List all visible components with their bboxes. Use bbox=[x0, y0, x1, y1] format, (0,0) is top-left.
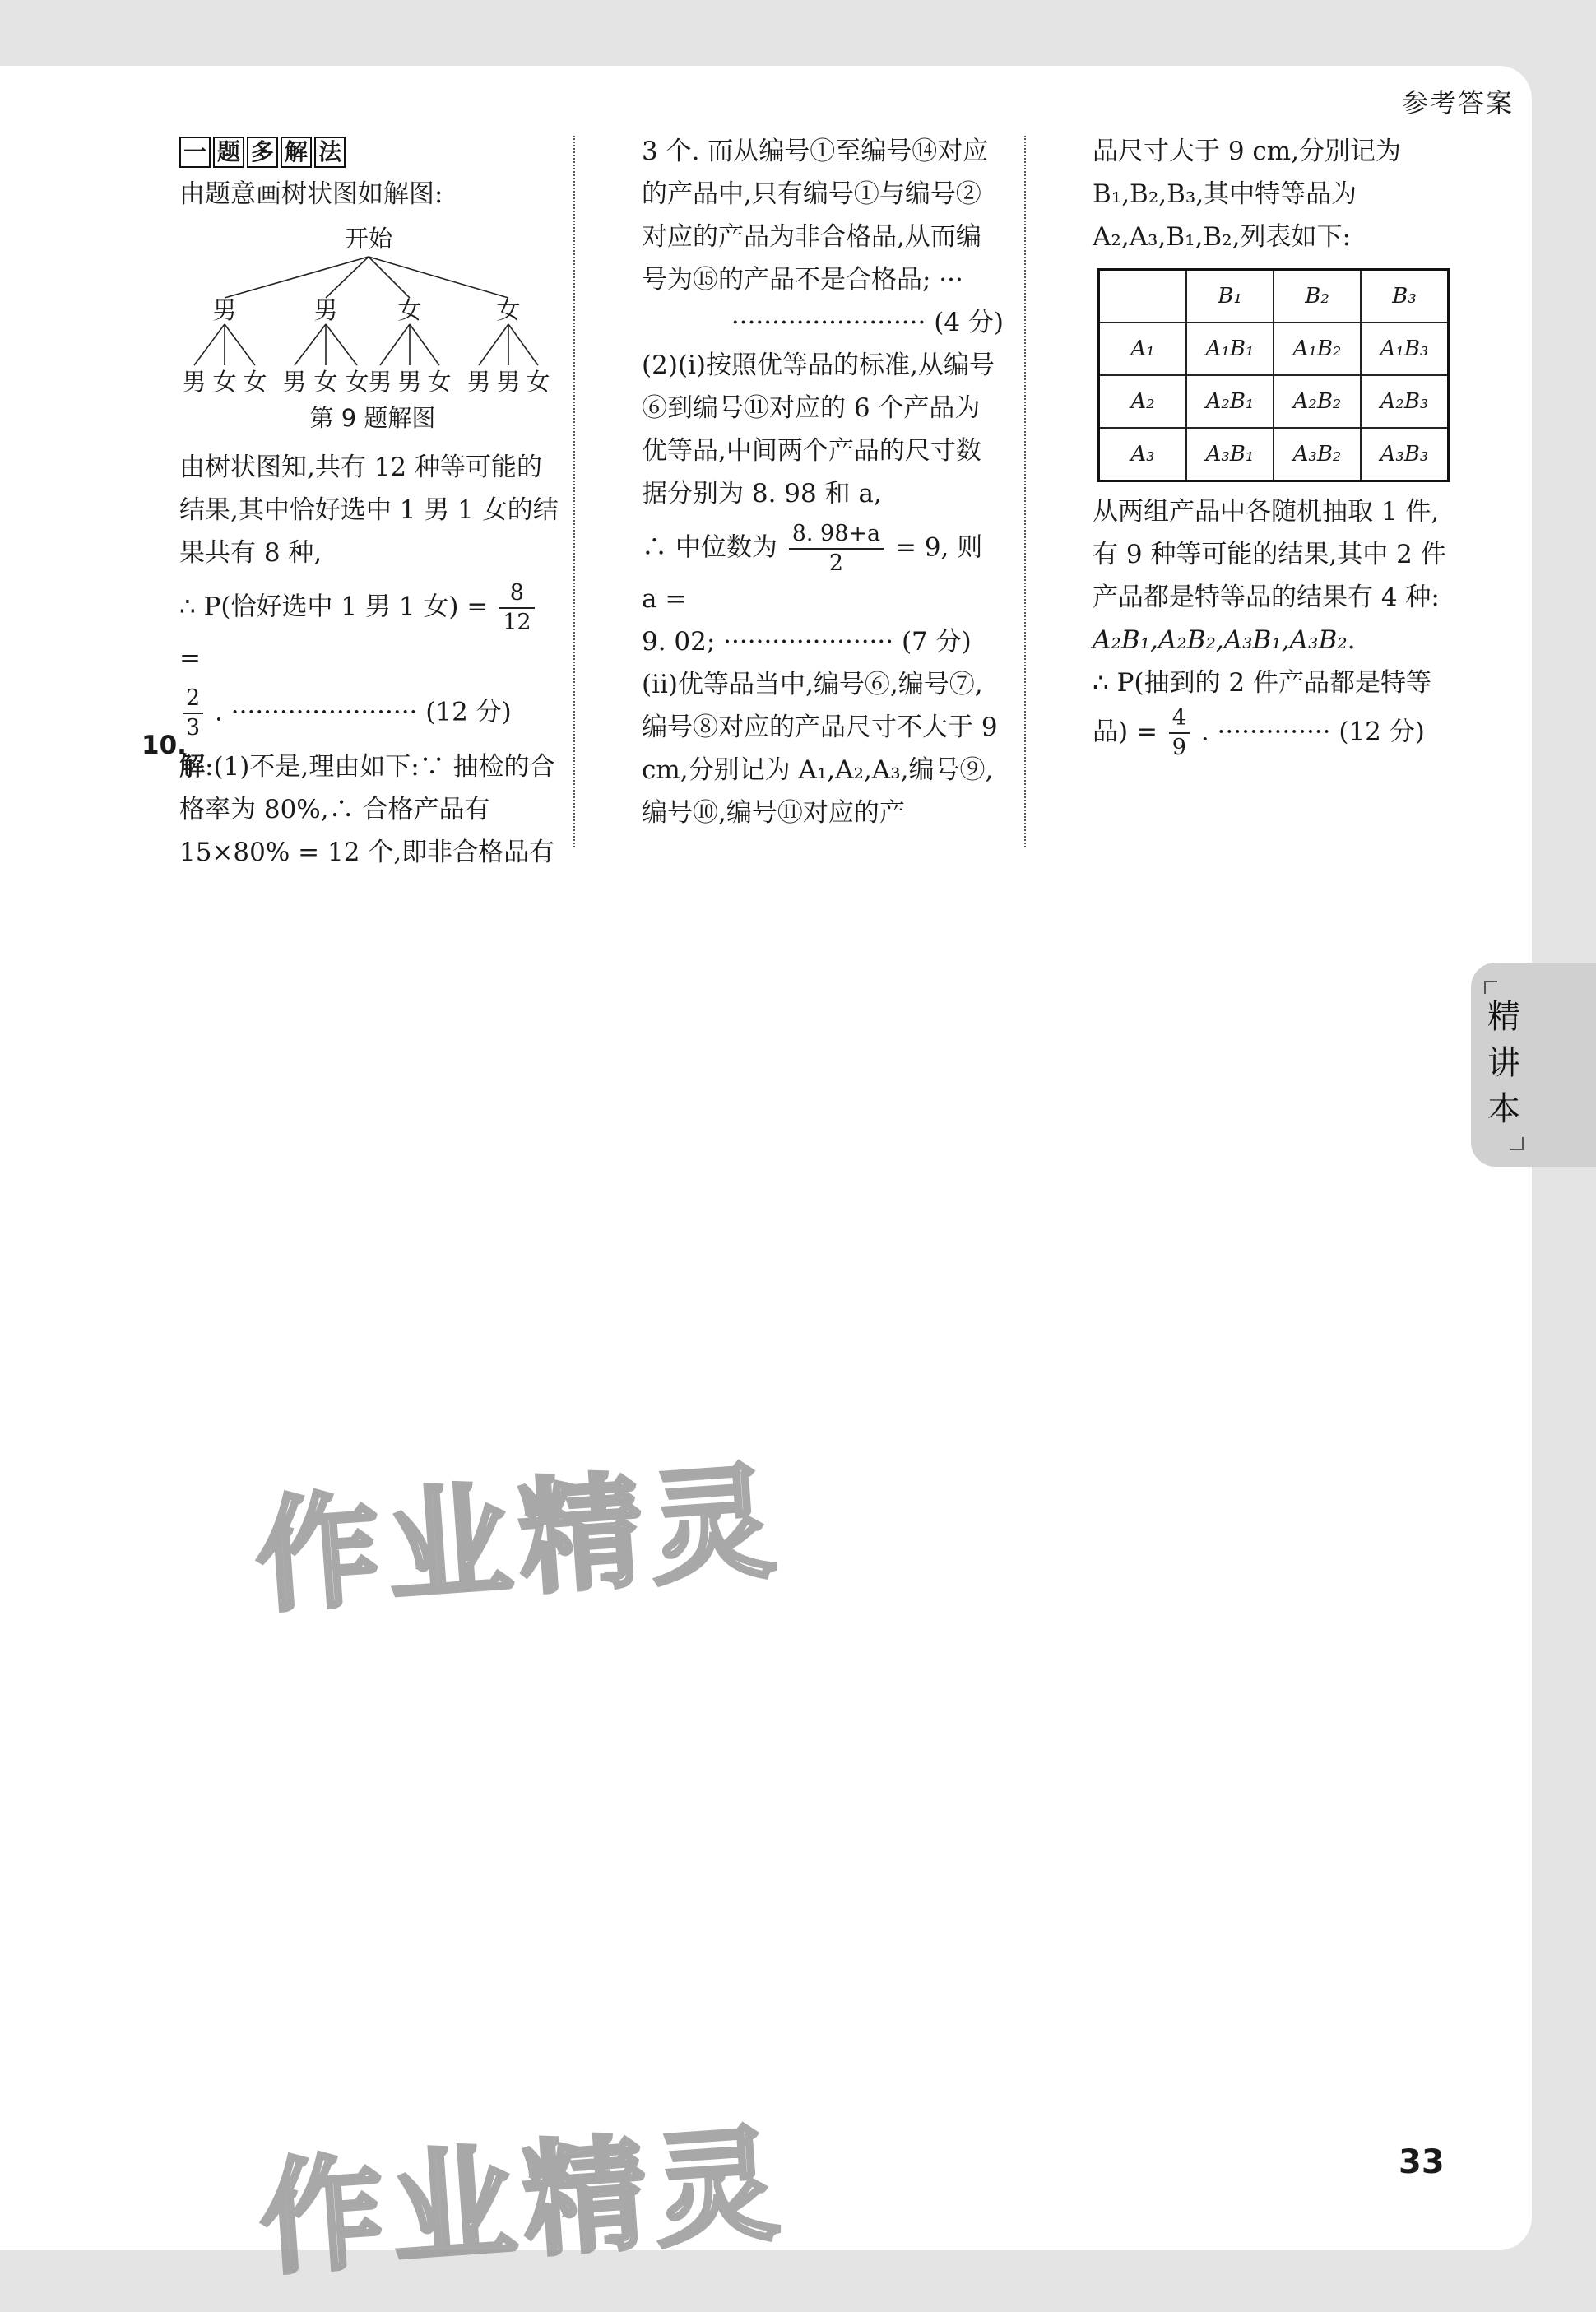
fraction-numerator: 8 bbox=[499, 579, 534, 609]
table-cell: A₂B₂ bbox=[1274, 375, 1361, 428]
fraction bbox=[789, 520, 884, 578]
score-line: ························ (4 分) bbox=[731, 308, 1004, 337]
column-divider bbox=[1024, 136, 1026, 847]
table-cell: B₂ bbox=[1274, 270, 1361, 323]
tree-node-l1: 男 bbox=[212, 296, 237, 324]
table-cell: A₁ bbox=[1099, 323, 1187, 375]
table-cell: A₃B₂ bbox=[1274, 428, 1361, 481]
fraction bbox=[1169, 704, 1190, 762]
paragraph: 品尺寸大于 9 cm,分别记为 B₁,B₂,B₃,其中特等品为 A₂,A₃,B₁,B₂,列表如下: bbox=[1093, 137, 1402, 252]
probability-prefix: 品) = bbox=[1093, 717, 1158, 747]
median-suffix: = 9, 则 a = bbox=[642, 532, 983, 614]
method-tag-char: 解 bbox=[281, 137, 312, 168]
table-cell: B₁ bbox=[1186, 270, 1274, 323]
table-row bbox=[1099, 375, 1449, 428]
figure-caption: 第 9 题解图 bbox=[309, 404, 436, 432]
method-tag-char: 法 bbox=[314, 137, 346, 168]
tree-node-l2: 男 bbox=[397, 368, 422, 396]
side-tab-label: 精讲本 bbox=[1487, 998, 1520, 1128]
table-cell: A₃B₃ bbox=[1361, 428, 1449, 481]
bracket-decoration bbox=[1484, 981, 1497, 994]
median-line bbox=[642, 520, 1004, 620]
header-title: 参考答案 bbox=[1401, 87, 1514, 118]
tree-node-l2: 女 bbox=[526, 368, 550, 396]
tree-node-l2: 女 bbox=[427, 368, 452, 396]
method-tag-char: 题 bbox=[213, 137, 244, 168]
outcome-table bbox=[1097, 268, 1450, 482]
paragraph: 3 个. 而从编号①至编号⑭对应的产品中,只有编号①与编号②对应的产品为非合格品,从而编号为⑮的产品不是合格品; ··· bbox=[642, 137, 989, 295]
table-row bbox=[1099, 428, 1449, 481]
answer-line bbox=[179, 685, 566, 742]
tree-node-l2: 女 bbox=[345, 368, 369, 396]
tree-node-l2: 男 bbox=[282, 368, 307, 396]
method-tag bbox=[179, 137, 346, 168]
tree-node-l2: 男 bbox=[368, 368, 392, 396]
question-10-text: :(1)不是,理由如下:∵ 抽检的合格率为 80%,∴ 合格产品有 15×80% = 12 个,即非合格品有 bbox=[179, 752, 555, 867]
bracket-decoration bbox=[1510, 1137, 1524, 1150]
tree-root: 开始 bbox=[344, 225, 393, 253]
paragraph: 由树状图知,共有 12 种等可能的结果,其中恰好选中 1 男 1 女的结果共有 8 种, bbox=[179, 453, 559, 568]
method-tag-char: 一 bbox=[179, 137, 211, 168]
tree-node-l1: 女 bbox=[397, 296, 422, 324]
table-cell: B₃ bbox=[1361, 270, 1449, 323]
table-cell: A₂ bbox=[1099, 375, 1187, 428]
score-text: . ·············· (12 分) bbox=[1200, 717, 1425, 747]
table-row bbox=[1099, 323, 1449, 375]
probability-prefix: ∴ P(恰好选中 1 男 1 女) = bbox=[179, 592, 489, 622]
paragraph: (2)(i)按照优等品的标准,从编号⑥到编号⑪对应的 6 个产品为优等品,中间两个产品的尺寸数据分别为 8. 98 和 a, bbox=[642, 351, 995, 508]
tree-node-l2: 女 bbox=[212, 368, 237, 396]
tree-diagram bbox=[179, 216, 566, 397]
score-line: 9. 02; ····················· (7 分) bbox=[642, 627, 972, 657]
column-middle bbox=[642, 130, 1004, 834]
probability-line bbox=[179, 579, 566, 680]
question-10 bbox=[179, 745, 566, 874]
fraction-denominator: 2 bbox=[828, 550, 844, 576]
tree-node-l2: 男 bbox=[466, 368, 491, 396]
fraction-denominator: 12 bbox=[503, 610, 531, 635]
tree-intro: 由题意画树状图如解图: bbox=[179, 179, 443, 209]
table-cell: A₂B₃ bbox=[1361, 375, 1449, 428]
tree-node-l2: 男 bbox=[496, 368, 521, 396]
tree-node-l2: 男 bbox=[182, 368, 206, 396]
equals-sign: = bbox=[179, 643, 201, 673]
table-cell: A₃B₁ bbox=[1186, 428, 1274, 481]
column-left bbox=[179, 130, 566, 874]
method-tag-char: 多 bbox=[247, 137, 278, 168]
table-cell: A₁B₃ bbox=[1361, 323, 1449, 375]
page-number: 33 bbox=[1399, 2143, 1445, 2181]
fraction-denominator: 3 bbox=[186, 715, 201, 740]
table-cell bbox=[1099, 270, 1187, 323]
column-divider bbox=[573, 136, 575, 847]
watermark: 作业精灵 bbox=[255, 2112, 791, 2293]
question-number: 10. bbox=[142, 731, 187, 760]
median-prefix: ∴ 中位数为 bbox=[642, 532, 777, 563]
fraction-numerator: 2 bbox=[183, 685, 203, 714]
probability-answer bbox=[1093, 704, 1454, 762]
tree-node-l2: 女 bbox=[313, 368, 338, 396]
score-text: . ······················· (12 分) bbox=[215, 697, 512, 727]
solution-label: 解 bbox=[179, 752, 205, 782]
fraction-numerator: 8. 98+a bbox=[789, 520, 884, 550]
table-header-row bbox=[1099, 270, 1449, 323]
column-right bbox=[1093, 130, 1454, 762]
tree-node-l1: 男 bbox=[313, 296, 338, 324]
watermark: 作业精灵 bbox=[251, 1450, 787, 1631]
tree-node-l2: 女 bbox=[243, 368, 267, 396]
tree-node-l1: 女 bbox=[496, 296, 521, 324]
table-cell: A₁B₁ bbox=[1186, 323, 1274, 375]
fraction-numerator: 4 bbox=[1169, 704, 1190, 734]
table-cell: A₁B₂ bbox=[1274, 323, 1361, 375]
side-tab bbox=[1471, 963, 1596, 1167]
paragraph: 从两组产品中各随机抽取 1 件,有 9 种等可能的结果,其中 2 件产品都是特等品的结果有 4 种: bbox=[1093, 497, 1446, 612]
table-cell: A₃ bbox=[1099, 428, 1187, 481]
table-cell: A₂B₁ bbox=[1186, 375, 1274, 428]
fraction-denominator: 9 bbox=[1171, 735, 1186, 760]
paragraph: (ii)优等品当中,编号⑥,编号⑦,编号⑧对应的产品尺寸不大于 9 cm,分别记为 A₁,A₂,A₃,编号⑨,编号⑩,编号⑪对应的产 bbox=[642, 670, 998, 828]
fraction bbox=[499, 579, 534, 637]
results-line: A₂B₁,A₂B₂,A₃B₁,A₃B₂. bbox=[1093, 625, 1356, 655]
probability-line: ∴ P(抽到的 2 件产品都是特等 bbox=[1093, 668, 1431, 698]
